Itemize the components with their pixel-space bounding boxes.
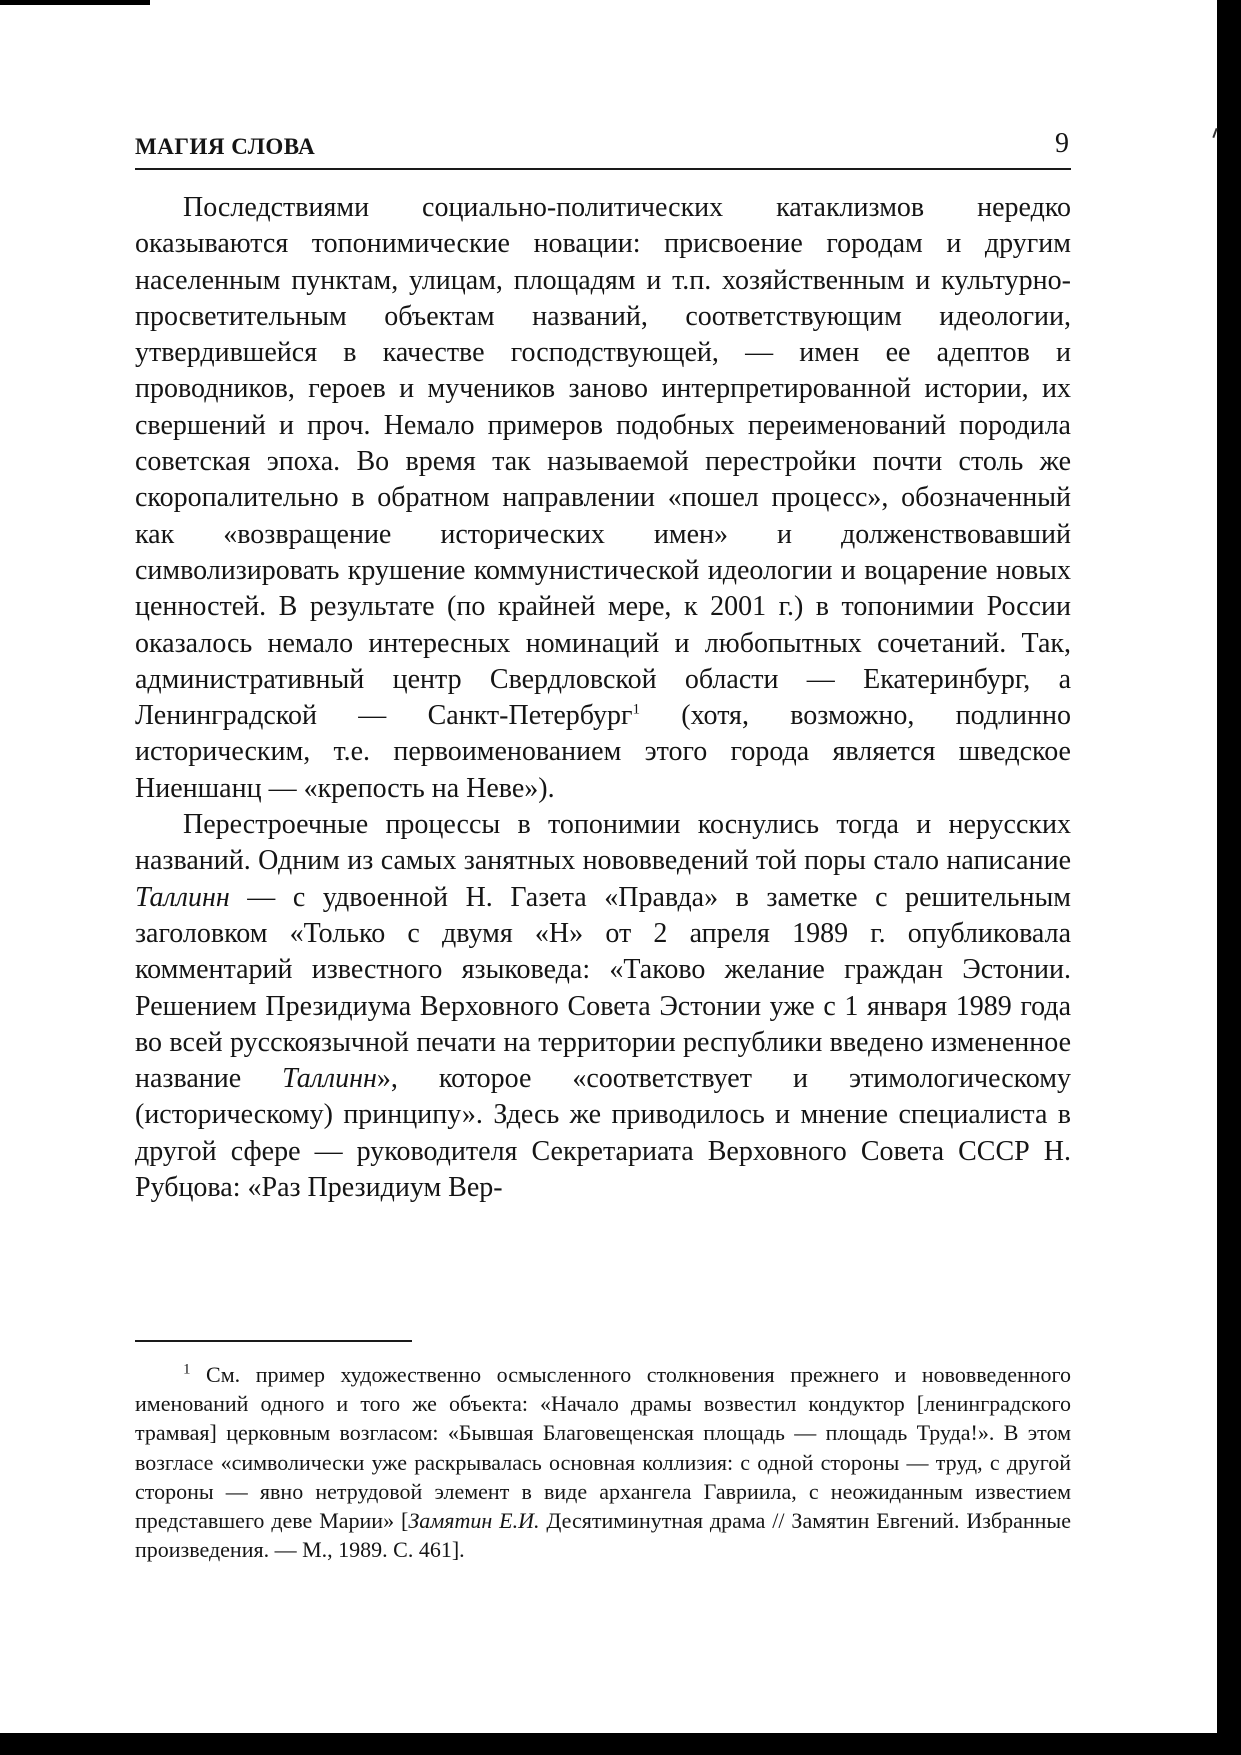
paragraph-1-end: (хотя, возможно, подлинно историческим, т.е. первоименованием этого города является шведское Ниеншанц — «крепость на Неве»).: [135, 700, 1072, 804]
paragraph-1: [135, 190, 1071, 807]
paragraph-2: [135, 807, 1071, 1206]
paragraph-1-text: Последствиями социально-политических катаклизмов нередко оказываются топонимические новации: присвоение городам и другим населенным пунктам, улицам, площадям и т.п. хозяйственным и культурно-просветительным объектам названий, соответствующим идеологии, утвердившейся в качестве господствующей, — имен ее адептов и проводников, героев и мучеников заново интерпретированной истории, их свершений и проч. Немало примеров подобных переименований породила советская эпоха. Во время так называемой перестройки почти столь же скоропалительно в обратном направлении «пошел процесс», обозначенный как «возвращение исторических имен» и долженствовавший символизировать крушение коммунистической идеологии и воцарение новых ценностей. В результате (по крайней мере, к 2001 г.) в топонимии России оказалось немало интересных номинаций и любопытных сочетаний. Так, административный центр Свердловской области — Екатеринбург, а Ленинградской — Санкт-Петербург: [135, 192, 1071, 732]
footnote-rule: [135, 1340, 412, 1342]
footnote-reference: 1: [632, 701, 640, 718]
scan-edge-right: [1217, 0, 1241, 1755]
paragraph-2-text-b: — с удвоенной Н. Газета «Правда» в заметке с решительным заголовком «Только с двумя «Н» от 2 апреля 1989 г. опубликовала комментарий известного языковеда: «Таково желание граждан Эстонии. Решением Президиума Верховного Совета Эстонии уже с 1 января 1989 года во всей русскоязычной печати на территории республики введено измененное название: [135, 881, 1071, 1095]
footnote-text-a: См. пример художественно осмысленного столкновения прежнего и нововведенного именований одного и того же объекта: «Начало драмы возвестил кондуктор [ленинградского трамвая] церковным возгласом: «Бывшая Благовещенская площадь — площадь Труда!». В этом возгласе «символически уже раскрывалась основная коллизия: с одной стороны — труд, с другой стороны — явно нетрудовой элемент в виде архангела Гавриила, с неожиданным известием представшего деве Марии» [: [135, 1362, 1071, 1534]
page-header: [135, 128, 1071, 170]
italic-tallinn-2: Таллинн: [282, 1063, 377, 1095]
scan-edge-top: [0, 0, 150, 5]
paragraph-2-text-a: Перестроечные процессы в топонимии коснулись тогда и нерусских названий. Одним из самых занятных нововведений той поры стало написание: [135, 809, 1071, 877]
footnote-author: Замятин Е.И.: [408, 1508, 540, 1534]
footnote: [135, 1360, 1071, 1564]
paragraph-2-text-c: », которое «соответствует и этимологическому (историческому) принципу». Здесь же приводилось и мнение специалиста в другой сфере — руководителя Секретариата Верховного Совета СССР Н. Рубцова: «Раз Президиум Вер-: [135, 1063, 1071, 1204]
footnote-marker: 1: [183, 1361, 191, 1378]
body-text: [135, 190, 1071, 1206]
page-number: 9: [1055, 128, 1069, 159]
footnote-text-b: Десятиминутная драма // Замятин Евгений. Избранные произведения. — М., 1989. С. 461].: [135, 1508, 1071, 1563]
running-head: МАГИЯ СЛОВА: [135, 134, 316, 159]
scan-edge-bottom: [0, 1733, 1241, 1755]
italic-tallinn-1: Таллинн: [135, 881, 230, 913]
